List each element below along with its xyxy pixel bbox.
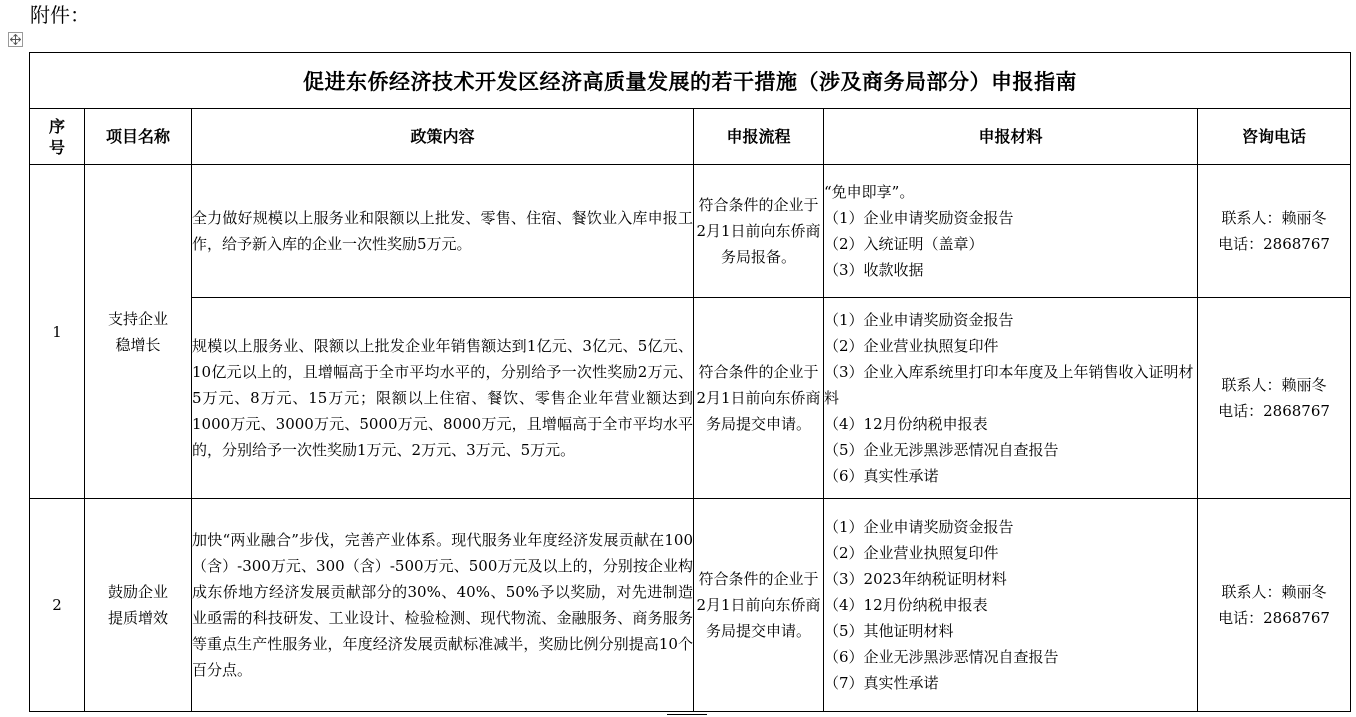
page-edge-mark: [667, 714, 707, 715]
material-item: （2）入统证明（盖章）: [824, 235, 984, 253]
material-item: （5）其他证明材料: [824, 622, 954, 640]
move-icon: [10, 34, 21, 45]
material-item: （6）真实性承诺: [824, 467, 939, 485]
material-item: （1）企业申请奖励资金报告: [824, 209, 1014, 227]
material-item: （5）企业无涉黑涉恶情况自查报告: [824, 441, 1059, 459]
material-item: （4）12月份纳税申报表: [824, 415, 988, 433]
material-item: （1）企业申请奖励资金报告: [824, 518, 1014, 536]
materials-cell: [824, 499, 1198, 712]
application-guide-table: [29, 52, 1351, 712]
policy-content-cell: 规模以上服务业、限额以上批发企业年销售额达到1亿元、3亿元、5亿元、10亿元以上的，且增幅高于全市平均水平的，分别给予一次性奖励2万元、5万元、8万元、15万元；限额以上住宿、餐饮、零售企业年营业额达到1000万元、3000万元、5000万元、8000万元，且增幅高于全市平均水平的，分别给予一次性奖励1万元、2万元、3万元、5万元。: [192, 298, 694, 499]
material-item: （3）收款收据: [824, 261, 924, 279]
project-name-cell: 鼓励企业提质增效: [85, 499, 192, 712]
materials-cell: [824, 165, 1198, 298]
material-item: （2）企业营业执照复印件: [824, 337, 999, 355]
table-move-handle[interactable]: [8, 32, 23, 47]
contact-person: 联系人：赖丽冬: [1221, 583, 1327, 601]
table-row: [30, 165, 1351, 298]
material-item: （3）2023年纳税证明材料: [824, 570, 1007, 588]
contact-person: 联系人：赖丽冬: [1221, 209, 1327, 227]
policy-content-cell: 全力做好规模以上服务业和限额以上批发、零售、住宿、餐饮业入库申报工作，给予新入库的企业一次性奖励5万元。: [192, 165, 694, 298]
material-item: （4）12月份纳税申报表: [824, 596, 988, 614]
contact-phone: 电话：2868767: [1218, 402, 1330, 420]
contact-cell: [1198, 298, 1351, 499]
process-cell: 符合条件的企业于2月1日前向东侨商务局提交申请。: [694, 298, 824, 499]
material-item: （6）企业无涉黑涉恶情况自查报告: [824, 648, 1059, 666]
process-cell: 符合条件的企业于2月1日前向东侨商务局报备。: [694, 165, 824, 298]
contact-cell: [1198, 165, 1351, 298]
attachment-label: 附件：: [30, 3, 90, 27]
header-row: [30, 109, 1351, 165]
material-item: “免申即享”。: [824, 183, 915, 201]
contact-phone: 电话：2868767: [1218, 609, 1330, 627]
contact-person: 联系人：赖丽冬: [1221, 376, 1327, 394]
header-policy: 政策内容: [192, 109, 694, 165]
header-name: 项目名称: [85, 109, 192, 165]
header-materials: 申报材料: [824, 109, 1198, 165]
seq-cell: 1: [30, 165, 85, 499]
table-title: 促进东侨经济技术开发区经济高质量发展的若干措施（涉及商务局部分）申报指南: [30, 53, 1351, 109]
materials-cell: [824, 298, 1198, 499]
header-seq: 序号: [30, 109, 85, 165]
contact-phone: 电话：2868767: [1218, 235, 1330, 253]
header-contact: 咨询电话: [1198, 109, 1351, 165]
material-item: （2）企业营业执照复印件: [824, 544, 999, 562]
material-item: （7）真实性承诺: [824, 674, 939, 692]
contact-cell: [1198, 499, 1351, 712]
material-item: （1）企业申请奖励资金报告: [824, 311, 1014, 329]
table-row: [30, 298, 1351, 499]
seq-cell: 2: [30, 499, 85, 712]
header-process: 申报流程: [694, 109, 824, 165]
material-item: （3）企业入库系统里打印本年度及上年销售收入证明材料: [824, 363, 1194, 407]
project-name-cell: 支持企业稳增长: [85, 165, 192, 499]
process-cell: 符合条件的企业于2月1日前向东侨商务局提交申请。: [694, 499, 824, 712]
table-row: [30, 499, 1351, 712]
policy-content-cell: 加快“两业融合”步伐，完善产业体系。现代服务业年度经济发展贡献在100（含）-300万元、300（含）-500万元、500万元及以上的，分别按企业构成东侨地方经济发展贡献部分的30%、40%、50%予以奖励，对先进制造业亟需的科技研发、工业设计、检验检测、现代物流、金融服务、商务服务等重点生产性服务业，年度经济发展贡献标准减半，奖励比例分别提高10个百分点。: [192, 499, 694, 712]
